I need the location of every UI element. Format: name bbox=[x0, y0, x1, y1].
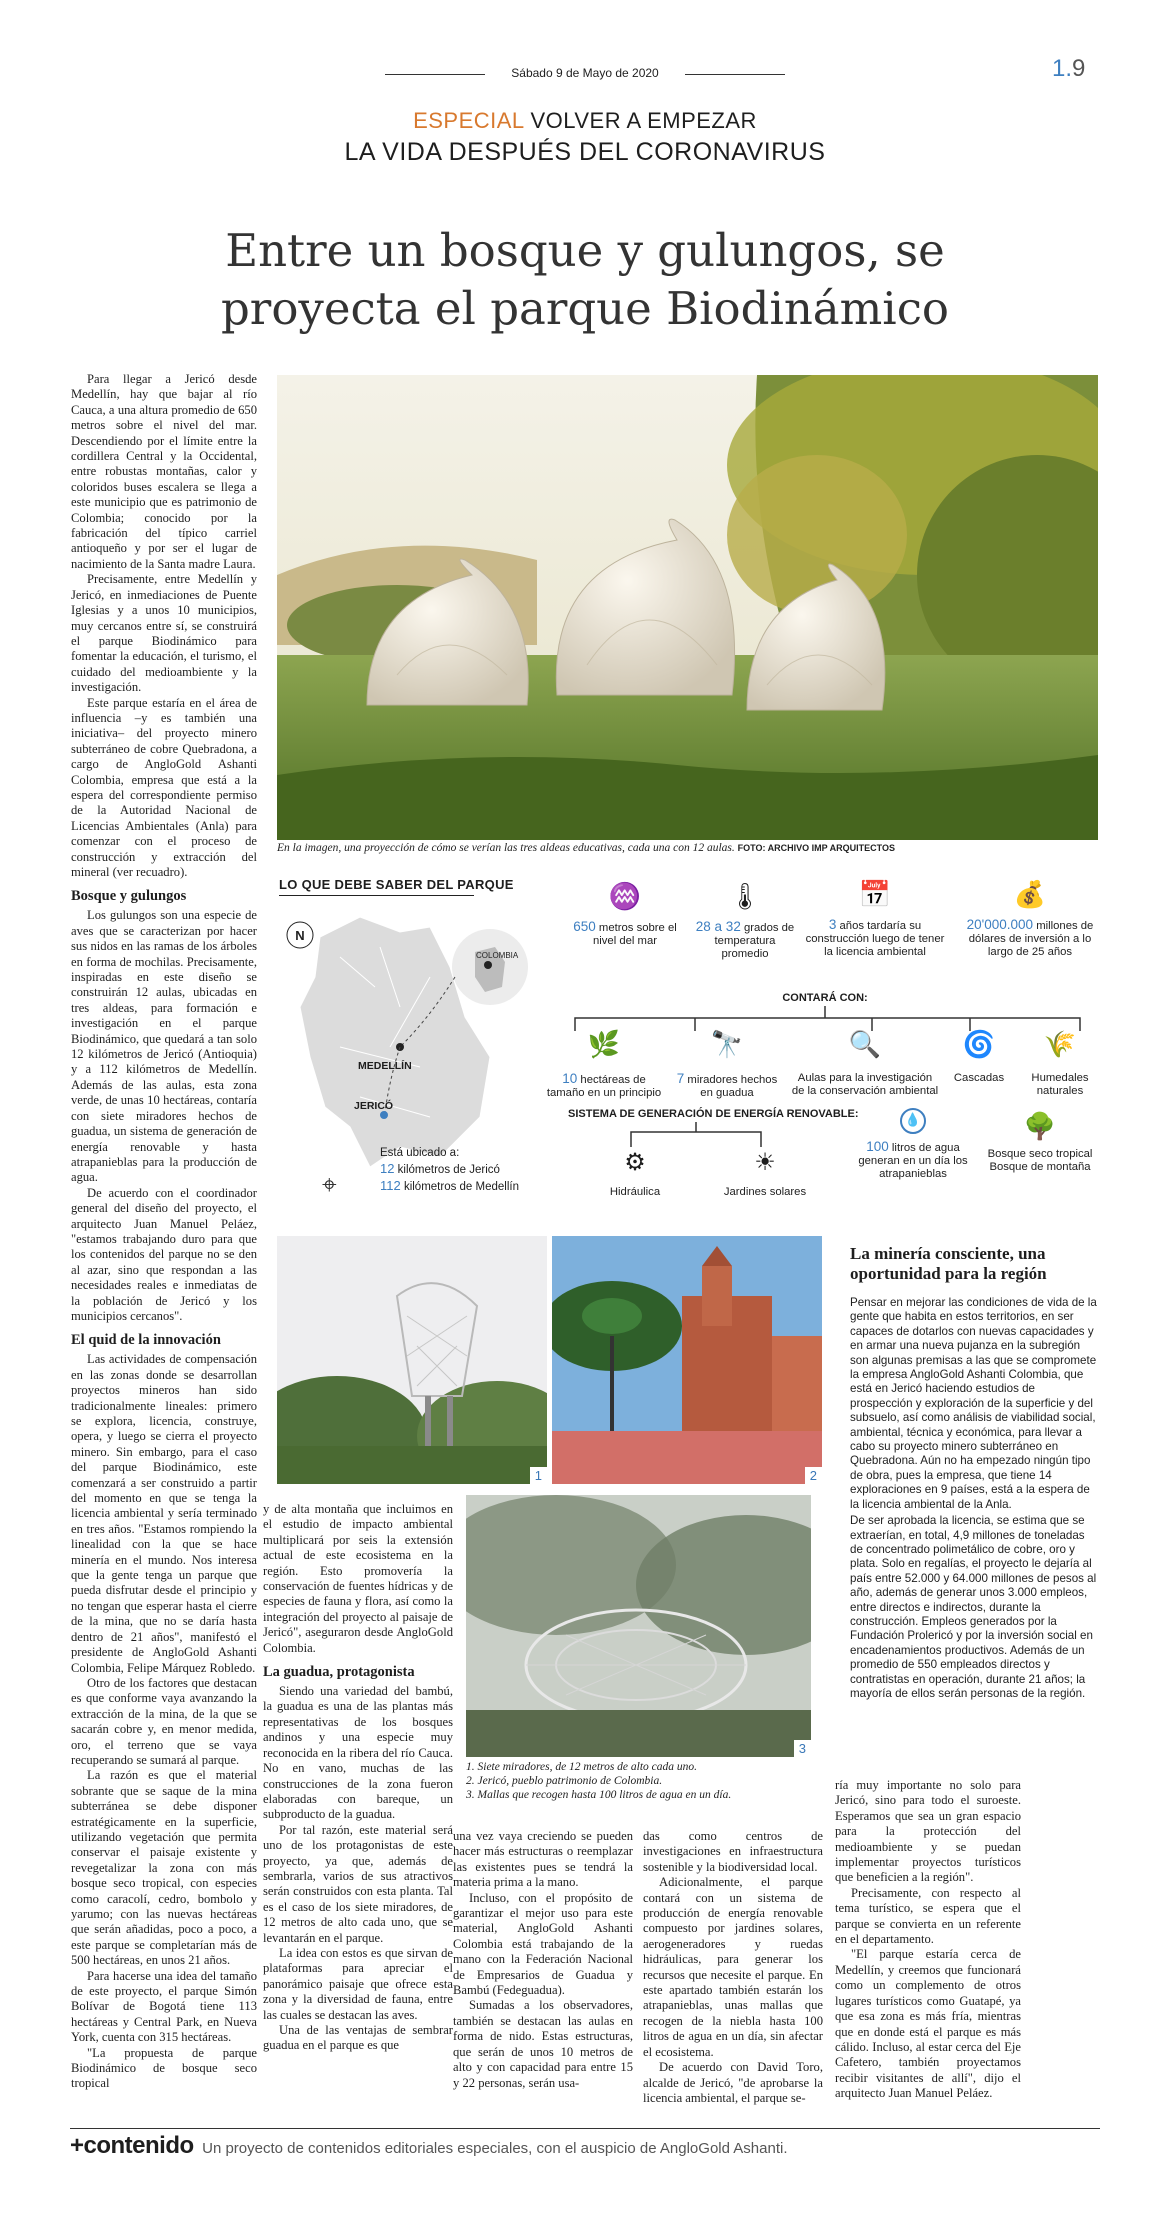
distance-jerico-text: kilómetros de Jericó bbox=[397, 1164, 500, 1176]
article-paragraph: ría muy importante no solo para Jericó, sino para todo el suroeste. Esperamos que sea un gran espacio para la protección del medioambiente y se puedan implementar proyectos turísticos que beneficien a la región". bbox=[835, 1778, 1021, 1885]
stat-construction-num: 3 bbox=[828, 917, 837, 932]
stat-temperature bbox=[690, 882, 800, 961]
photo-3-illustration bbox=[466, 1495, 811, 1757]
photo-2-illustration bbox=[552, 1236, 822, 1484]
tree-icon: 🌳 bbox=[1023, 1112, 1057, 1142]
stat-temperature-num: 28 a 32 bbox=[695, 919, 741, 934]
photo-1-illustration bbox=[277, 1236, 547, 1484]
hydro-icon: ⚙ bbox=[624, 1148, 646, 1176]
thermometer-icon: 🌡 bbox=[728, 882, 762, 912]
main-image-illustration bbox=[277, 375, 1098, 840]
stat-temperature-text: grados de temperatura promedio bbox=[714, 922, 795, 960]
article-paragraph: Incluso, con el propósito de garantizar el mejor uso para este material, AngloGold Ashanti Colombia está trabajando de la mano con la Federación Nacional de Empresarios de Guadua y Bambú (Fedeguadua). bbox=[453, 1890, 633, 1998]
feature-classrooms bbox=[790, 1030, 940, 1098]
headline bbox=[0, 222, 1170, 338]
map-label-colombia: COLOMBIA bbox=[476, 951, 519, 960]
energy-connector bbox=[626, 1122, 786, 1148]
stat-temperature-label bbox=[690, 920, 800, 961]
stat-altitude-label bbox=[565, 920, 685, 948]
energy-hydro bbox=[600, 1148, 670, 1199]
footer bbox=[70, 2132, 1100, 2160]
sidebar-paragraph: De ser aprobada la licencia, se estima que se extraerían, en total, 4,9 millones de toneladas de concentrado polimetálico de cobre, oro y plata. Solo en regalías, el proyecto le dejaría al país entre 52.000 y 64.000 millones de pesos al año, además de generar unos 3.000 empleos, entre directos e indirectos, durante la construcción. Empleos generados por la Fundación Prolericó y por la inversión social en encadenamientos productivos. Además de un promedio de 550 empleados directos y contratistas en operación, durante 21 años; la mayoría de ellos serán personas de la región. bbox=[850, 1514, 1097, 1700]
forest-types-label: Bosque seco tropical Bosque de montaña bbox=[987, 1148, 1093, 1173]
article-paragraph: Para llegar a Jericó desde Medellín, hay que bajar al río Cauca, a una altura promedio de 650 metros sobre el nivel del mar. Descendiendo por el límite entre la cordillera Central y la Occidental, entre robustas montañas, calor y coloridos buses escalera se llega a este municipio que es patrimonio de Colombia; conocido por la fabricación del típico carriel antioqueño y por ser el lugar de nacimiento de la Santa madre Laura. bbox=[71, 372, 257, 571]
wetland-icon: 🌾 bbox=[1043, 1030, 1077, 1060]
sidebar-paragraph: Pensar en mejorar las condiciones de vida de la gente que habita en estos territorios, en ser capaces de dotarlos con nuevas capacidades y en armar una nueva pujanza en la subregión son algunas premisas a las que se compromete la empresa AngloGold Ashanti Colombia, que está en Jericó haciendo estudios de prospección y exploración de la superficie y del subsuelo, así como análisis de viabilidad social, ambiental, técnica y económica, para llevar a cabo su proyecto minero subterráneo en Quebradona. Aún no ha empezado ningún tipo de obra, pues la empresa, que tiene 14 exploraciones en 9 países, está a la espera de la licencia ambiental de la Anla. bbox=[850, 1296, 1097, 1511]
article-paragraph: Una de las ventajas de sembrar guadua en el parque es que bbox=[263, 2023, 453, 2053]
stat-construction bbox=[800, 880, 950, 959]
photo-3-badge: 3 bbox=[794, 1740, 811, 1757]
stat-investment-num: 20'000.000 bbox=[966, 917, 1034, 932]
water-fog-num: 100 bbox=[866, 1139, 889, 1154]
distance-medellin bbox=[380, 1178, 519, 1195]
feature-hectares-text: hectáreas de tamaño en un principio bbox=[546, 1074, 662, 1099]
feature-hectares-label bbox=[542, 1072, 666, 1100]
subheading-guadua: La guadua, protagonista bbox=[263, 1664, 415, 1681]
section-heading bbox=[0, 108, 1170, 134]
section-subtitle: LA VIDA DESPUÉS DEL CORONAVIRUS bbox=[344, 138, 826, 166]
page-number-page: 9 bbox=[1072, 55, 1086, 82]
energy-solar bbox=[720, 1148, 810, 1199]
article-paragraph: La razón es que el material sobrante que se saque de la mina subterránea se debe disponer estratégicamente en la superficie, utilizando vegetación que permita conservar el paisaje existente y revegetalizar la zona con más bosque seco tropical, con especies como caracolí, cedro, bombolo y yarumo; con las nuevas hectáreas que serán añadidas, poco a poco, a este parque se completarían más de 500 hectáreas, en unos 21 años. bbox=[71, 1768, 257, 1968]
map-label-jerico: JERICÓ bbox=[354, 1100, 394, 1112]
photo-credit: FOTO: ARCHIVO IMP ARQUITECTOS bbox=[737, 843, 896, 853]
article-paragraph: De acuerdo con David Toro, alcalde de Jericó, "de aprobarse la licencia ambiental, el parque se- bbox=[643, 2060, 823, 2105]
footer-brand: +contenido bbox=[70, 2132, 194, 2159]
photo-caption-1: 1. Siete miradores, de 12 metros de alto cada uno. bbox=[466, 1761, 698, 1773]
article-paragraph: Para hacerse una idea del tamaño de este proyecto, el parque Simón Bolívar de Bogotá tiene 113 hectáreas y Central Park, en Nueva York, cuenta con 315 hectáreas. bbox=[71, 1968, 257, 2045]
infographic-title: LO QUE DEBE SABER DEL PARQUE bbox=[279, 877, 514, 892]
section-label: ESPECIAL bbox=[413, 108, 524, 133]
binoculars-icon: 🔭 bbox=[710, 1030, 744, 1060]
photo-viewpoint-tower bbox=[277, 1236, 547, 1484]
feature-waterfalls bbox=[944, 1030, 1014, 1085]
solar-panel-icon: ☀ bbox=[754, 1148, 776, 1176]
feature-viewpoints-label bbox=[672, 1072, 782, 1100]
photo-jerico-town bbox=[552, 1236, 822, 1484]
headline-line-1: Entre un bosque y gulungos, se bbox=[225, 224, 945, 277]
distance-medellin-num: 112 bbox=[380, 1178, 401, 1193]
header-rule-left bbox=[385, 74, 485, 75]
subheading-quid: El quid de la innovación bbox=[71, 1332, 221, 1349]
feature-wetlands-label: Humedales naturales bbox=[1031, 1072, 1089, 1097]
article-paragraph: Sumadas a los observadores, también se destacan las aulas en forma de nido. Estas estructuras, que serán de unos 10 metros de alto y con capacidad para entre 15 y 22 personas, serán usa- bbox=[453, 1998, 633, 2090]
stat-construction-text: años tardaría su construcción luego de tener la licencia ambiental bbox=[805, 920, 945, 958]
sidebar-title: La minería consciente, una oportunidad para la región bbox=[850, 1244, 1047, 1283]
article-column-1 bbox=[71, 372, 257, 2092]
stat-construction-label bbox=[800, 918, 950, 959]
article-paragraph: Por tal razón, este material será uno de los protagonistas de este proyecto, ya que, además de sembrarla, varios de sus atractivos serán construidos con esta planta. Tal es el caso de los siete miradores, de 12 metros de alto cada uno, que se levantarán en el parque. bbox=[263, 1822, 453, 1945]
water-drop-icon: 💧 bbox=[900, 1108, 926, 1134]
forest-types bbox=[985, 1112, 1095, 1174]
page-number-section: 1. bbox=[1052, 55, 1073, 82]
photo-fog-catchers bbox=[466, 1495, 811, 1757]
stat-altitude-text: metros sobre el nivel del mar bbox=[592, 922, 677, 947]
water-level-icon: ♒ bbox=[608, 882, 642, 912]
article-paragraph: una vez vaya creciendo se pueden hacer más estructuras o reemplazar las existentes pues se tendrá la materia prima a la mano. bbox=[453, 1829, 633, 1890]
waterfall-icon: 🌀 bbox=[962, 1030, 996, 1060]
infographic-title-rule bbox=[279, 895, 474, 896]
money-bag-icon: 💰 bbox=[1013, 880, 1047, 910]
energy-label: SISTEMA DE GENERACIÓN DE ENERGÍA RENOVABLE: bbox=[568, 1108, 859, 1120]
photo-caption-2: 2. Jericó, pueblo patrimonio de Colombia. bbox=[466, 1775, 663, 1787]
feature-waterfalls-label: Cascadas bbox=[953, 1072, 1005, 1084]
feature-viewpoints bbox=[672, 1030, 782, 1100]
subheading-bosque: Bosque y gulungos bbox=[71, 888, 187, 905]
main-image-nest-classrooms bbox=[277, 375, 1098, 840]
footer-text: Un proyecto de contenidos editoriales especiales, con el auspicio de AngloGold Ashanti. bbox=[202, 2140, 788, 2157]
calendar-icon: 📅 bbox=[858, 880, 892, 910]
page-number bbox=[1052, 55, 1085, 83]
distance-heading: Está ubicado a: bbox=[380, 1147, 460, 1159]
water-fog-label bbox=[858, 1140, 968, 1181]
article-paragraph: Precisamente, con respecto al tema turístico, se espera que el parque se convierta en un referente en el departamento. bbox=[835, 1885, 1021, 1947]
article-paragraph: Los gulungos son una especie de aves que se caracterizan por hacer sus nidos en las ramas de los árboles en forma de mochilas. Precisamente, inspiradas en este diseño se construirán 12 aulas, ubicadas en tres aldeas, para formación e investigación en el parque Biodinámico, que quedará a tan solo 12 kilómetros de Jericó (Antioquia) y a 112 kilómetros de Medellín. Además de las aulas, esta zona verde, de unas 10 hectáreas, contaría con siete miradores hechos de guadua, un sistema de generación de energía renovable y hasta atrapanieblas para la producción de agua. bbox=[71, 908, 257, 1185]
article-paragraph: Otro de los factores que destacan es que conforme vaya avanzando la extracción de la mina, de la que se sacarán cobre y, en menor medida, oro, el terreno que se vaya recuperando se sumará al parque. bbox=[71, 1675, 257, 1767]
caption-text: En la imagen, una proyección de cómo se verían las tres aldeas educativas, cada una con 12 aulas. bbox=[277, 842, 735, 854]
article-paragraph: De acuerdo con el coordinador general del diseño del proyecto, el arquitecto Juan Manuel Peláez, "estamos trabajando duro para que los contenidos del parque no se den al azar, sino que respondan a las necesidades reales e inmediatas de la población de Jericó y los municipios cercanos". bbox=[71, 1185, 257, 1323]
feature-hectares-num: 10 bbox=[562, 1071, 578, 1086]
feature-classrooms-label: Aulas para la investigación de la conservación ambiental bbox=[791, 1072, 939, 1097]
article-paragraph: y de alta montaña que incluimos en el estudio de impacto ambiental multiplicará por seis la extensión actual de este ecosistema en la región. Esto promovería la conservación de fuentes hídricas y de especies de fauna y flora, así como la integración del proyecto al paisaje de Jericó", aseguraron desde AngloGold Colombia. bbox=[263, 1502, 453, 1655]
distance-jerico-num: 12 bbox=[380, 1161, 395, 1176]
headline-line-2: proyecta el parque Biodinámico bbox=[221, 282, 949, 335]
distance-medellin-text: kilómetros de Medellín bbox=[403, 1181, 519, 1193]
distance-jerico bbox=[380, 1161, 519, 1178]
stat-investment-text: millones de dólares de inversión a lo largo de 25 años bbox=[968, 920, 1094, 958]
stat-investment-label bbox=[960, 918, 1100, 959]
article-column-2 bbox=[263, 1502, 453, 2054]
section-title: VOLVER A EMPEZAR bbox=[530, 108, 757, 133]
feature-wetlands bbox=[1022, 1030, 1098, 1098]
main-image-caption bbox=[277, 842, 1098, 854]
article-paragraph: La idea con estos es que sirvan de plataformas para apreciar el panorámico paisaje que ofrece esta zona y la diversidad de fauna, entre las cuales se destacan las aves. bbox=[263, 1945, 453, 2022]
photo-captions bbox=[466, 1760, 811, 1802]
water-fog-text: litros de agua generan en un día los atrapanieblas bbox=[858, 1142, 968, 1180]
article-column-3 bbox=[453, 1829, 633, 2091]
article-paragraph: Este parque estaría en el área de influencia –y es también una iniciativa– del proyecto minero subterráneo de cobre Quebradona, a cargo de AngloGold Ashanti Colombia, empresa que está a la espera del correspondiente permiso de la Autoridad Nacional de Licencias Ambientales (Anla) para comenzar con el proceso de construcción y extracción del mineral (ver recuadro). bbox=[71, 695, 257, 879]
feature-viewpoints-num: 7 bbox=[676, 1071, 685, 1086]
article-paragraph: Las actividades de compensación en las zonas donde se desarrollan proyectos mineros han sido tradicionalmente lineales: primero se explora, licencia, construye, opera, y luego se cierra el proyecto minero. Sin embargo, para el caso del parque Biodinámico, este comenzará a ser construido a partir del momento en que se tenga la licencia ambiental y sería terminado en tres años. "Estamos rompiendo la linealidad con la que se hace minería en el mundo. Nos interesa que la gente tenga un parque que pueda disfrutar desde el principio y no tengan que esperar hasta el cierre de la mina, que no se daría hasta dentro de 21 años", manifestó el presidente de AngloGold Ashanti Colombia, Felipe Márquez Robledo. bbox=[71, 1352, 257, 1675]
stat-altitude bbox=[565, 882, 685, 948]
header-rule-right bbox=[685, 74, 785, 75]
photo-2-badge: 2 bbox=[805, 1467, 822, 1484]
footer-rule bbox=[70, 2128, 1100, 2129]
article-paragraph: "El parque estaría cerca de Medellín, y creemos que funcionará como un complemento de otros lugares turísticos como Guatapé, ya que esa zona es más fría, mientras que en donde está el parque es más cálido. Incluso, al estar cerca del Eje Cafetero, también proyectamos recibir visitantes de allí", dijo el arquitecto Juan Manuel Peláez. bbox=[835, 1947, 1021, 2101]
feature-viewpoints-text: miradores hechos en guadua bbox=[687, 1074, 778, 1099]
article-paragraph: Adicionalmente, el parque contará con un sistema de producción de energía renovable compuesto por jardines solares, aerogeneradores y ruedas hidráulicas, para generar los recursos que necesite el parque. En este apartado también estarán los atrapanieblas, unas mallas que recogen de la niebla hasta 100 litros de agua en un día, sin afectar el ecosistema. bbox=[643, 1875, 823, 2059]
location-pin-icon: ⌖ bbox=[322, 1170, 337, 1200]
article-paragraph: Siendo una variedad del bambú, la guadua es una de las plantas más representativas de los bosques andinos y una especie muy reconocida en la ribera del río Cauca. No en vano, muchas de las construcciones de la zona fueron elaboradas con bareque, un subproducto de la guadua. bbox=[263, 1684, 453, 1822]
sidebar-box bbox=[850, 1244, 1100, 1701]
article-column-4 bbox=[643, 1829, 823, 2106]
article-column-5 bbox=[835, 1778, 1021, 2102]
feature-hectares bbox=[542, 1030, 666, 1100]
stat-investment bbox=[960, 880, 1100, 959]
distance-info bbox=[380, 1145, 519, 1195]
article-paragraph: Precisamente, entre Medellín y Jericó, en inmediaciones de Puente Iglesias y a unos 10 municipios, muy cercanos entre sí, se construirá el parque Biodinámico para fomentar la educación, el turismo, el cuidado del medioambiente y la investigación. bbox=[71, 572, 257, 695]
stat-altitude-num: 650 bbox=[573, 919, 596, 934]
issue-date: Sábado 9 de Mayo de 2020 bbox=[511, 66, 659, 80]
energy-hydro-label: Hidráulica bbox=[609, 1186, 661, 1198]
water-fog-catchers bbox=[858, 1108, 968, 1181]
photo-1-badge: 1 bbox=[530, 1467, 547, 1484]
contara-label: CONTARÁ CON: bbox=[782, 992, 868, 1004]
energy-solar-label: Jardines solares bbox=[723, 1186, 807, 1198]
article-paragraph: "La propuesta de parque Biodinámico de bosque seco tropical bbox=[71, 2045, 257, 2091]
map-label-medellin: MEDELLÍN bbox=[358, 1060, 412, 1072]
north-icon: N bbox=[295, 928, 305, 943]
plants-icon: 🌿 bbox=[587, 1030, 621, 1060]
article-paragraph: das como centros de investigaciones en infraestructura sostenible y la biodiversidad local. bbox=[643, 1829, 823, 1874]
magnifier-icon: 🔍 bbox=[848, 1030, 882, 1060]
photo-caption-3: 3. Mallas que recogen hasta 100 litros de agua en un día. bbox=[466, 1789, 732, 1801]
